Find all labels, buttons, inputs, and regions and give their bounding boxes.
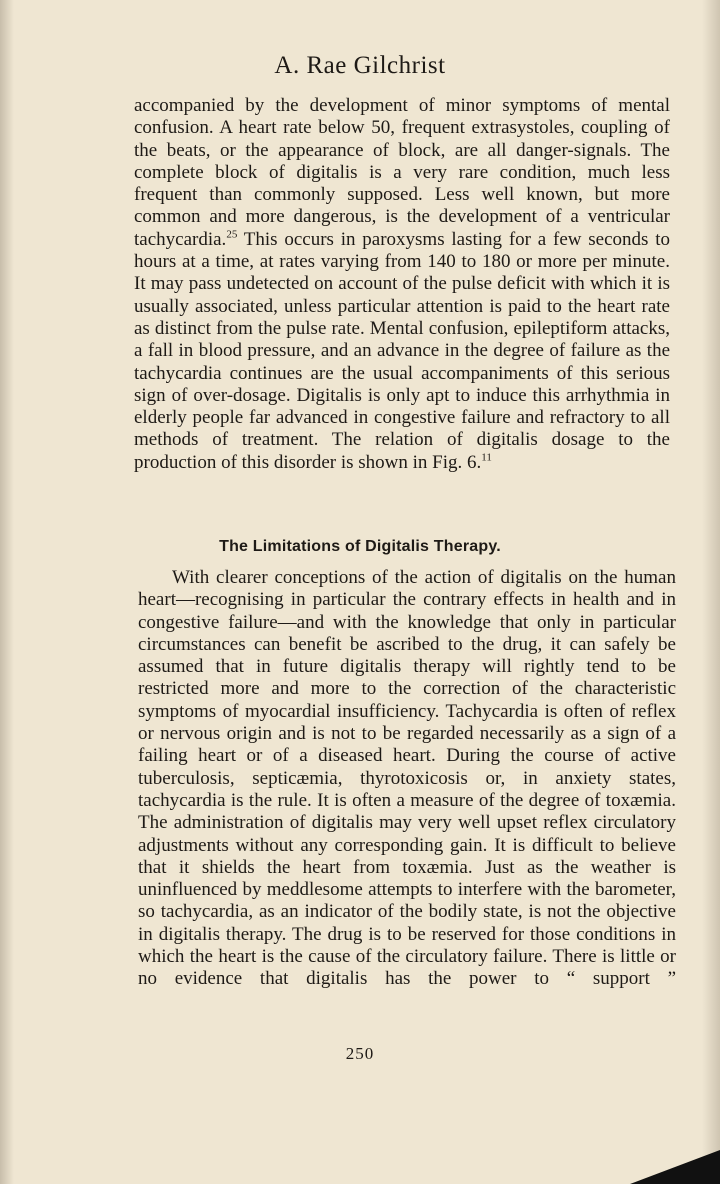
reference-superscript: 11 bbox=[481, 451, 492, 464]
page-edge-shadow bbox=[702, 0, 720, 1184]
section-heading: The Limitations of Digitalis Therapy. bbox=[219, 538, 501, 555]
paragraph-text-part-a: accompanied by the development of minor symptoms of mental confusion. A heart rate below 50, frequent extrasystoles, coupling of the beats, or the appearance of block, are all danger-signals. The complete block of digitalis is a very rare condition, much less frequent than commonly supposed. Less well known, but more common and more dangerous, is the development of a ventricular tachycardia. bbox=[134, 95, 670, 250]
page-corner-curl bbox=[630, 1150, 720, 1184]
section-paragraph bbox=[138, 567, 676, 991]
running-header: A. Rae Gilchrist bbox=[274, 52, 446, 79]
paragraph-text: With clearer conceptions of the action of digitalis on the human heart—recognising in particular the contrary effects in health and in congestive failure—and with the knowledge that only in particular circumstances can benefit be ascribed to the drug, it can safely be assumed that in future digitalis therapy will rightly tend to be restricted more and more to the correction of the characteristic symptoms of myocardial insufficiency. Tachycardia is often of reflex or nervous origin and is not to be regarded necessarily as a sign of a failing heart or of a diseased heart. During the course of active tuberculosis, septicæmia, thyrotoxicosis or, in anxiety states, tachycardia is the rule. It is often a measure of the degree of toxæmia. The administration of digitalis may very well upset reflex circulatory adjustments without any corresponding gain. It is difficult to believe that it shields the heart from toxæmia. Just as the weather is uninfluenced by meddlesome attempts to interfere with the barometer, so tachycardia, as an indicator of the bodily state, is not the objective in digitalis therapy. The drug is to be reserved for those conditions in which the heart is the cause of the circulatory failure. There is little or no evidence that digitalis has the power to “ support ” bbox=[138, 567, 676, 990]
paragraph-continued bbox=[134, 95, 670, 474]
page-gutter-shadow bbox=[0, 0, 14, 1184]
page-number: 250 bbox=[345, 1044, 375, 1063]
paragraph-text-part-b: This occurs in paroxysms lasting for a few seconds to hours at a time, at rates varying from 140 to 180 or more per minute. It may pass undetected on account of the pulse deficit with which it is usually associated, unless particular attention is paid to the heart rate as distinct from the pulse rate. Mental confusion, epileptiform attacks, a fall in blood pressure, and an advance in the degree of failure as the tachycardia continues are the usual accompaniments of this serious sign of over-dosage. Digitalis is only apt to induce this arrhythmia in elderly people far advanced in congestive failure and refractory to all methods of treatment. The relation of digitalis dosage to the production of this disorder is shown in Fig. 6. bbox=[134, 228, 670, 473]
reference-superscript: 25 bbox=[226, 228, 238, 241]
paragraph-text bbox=[134, 95, 670, 474]
